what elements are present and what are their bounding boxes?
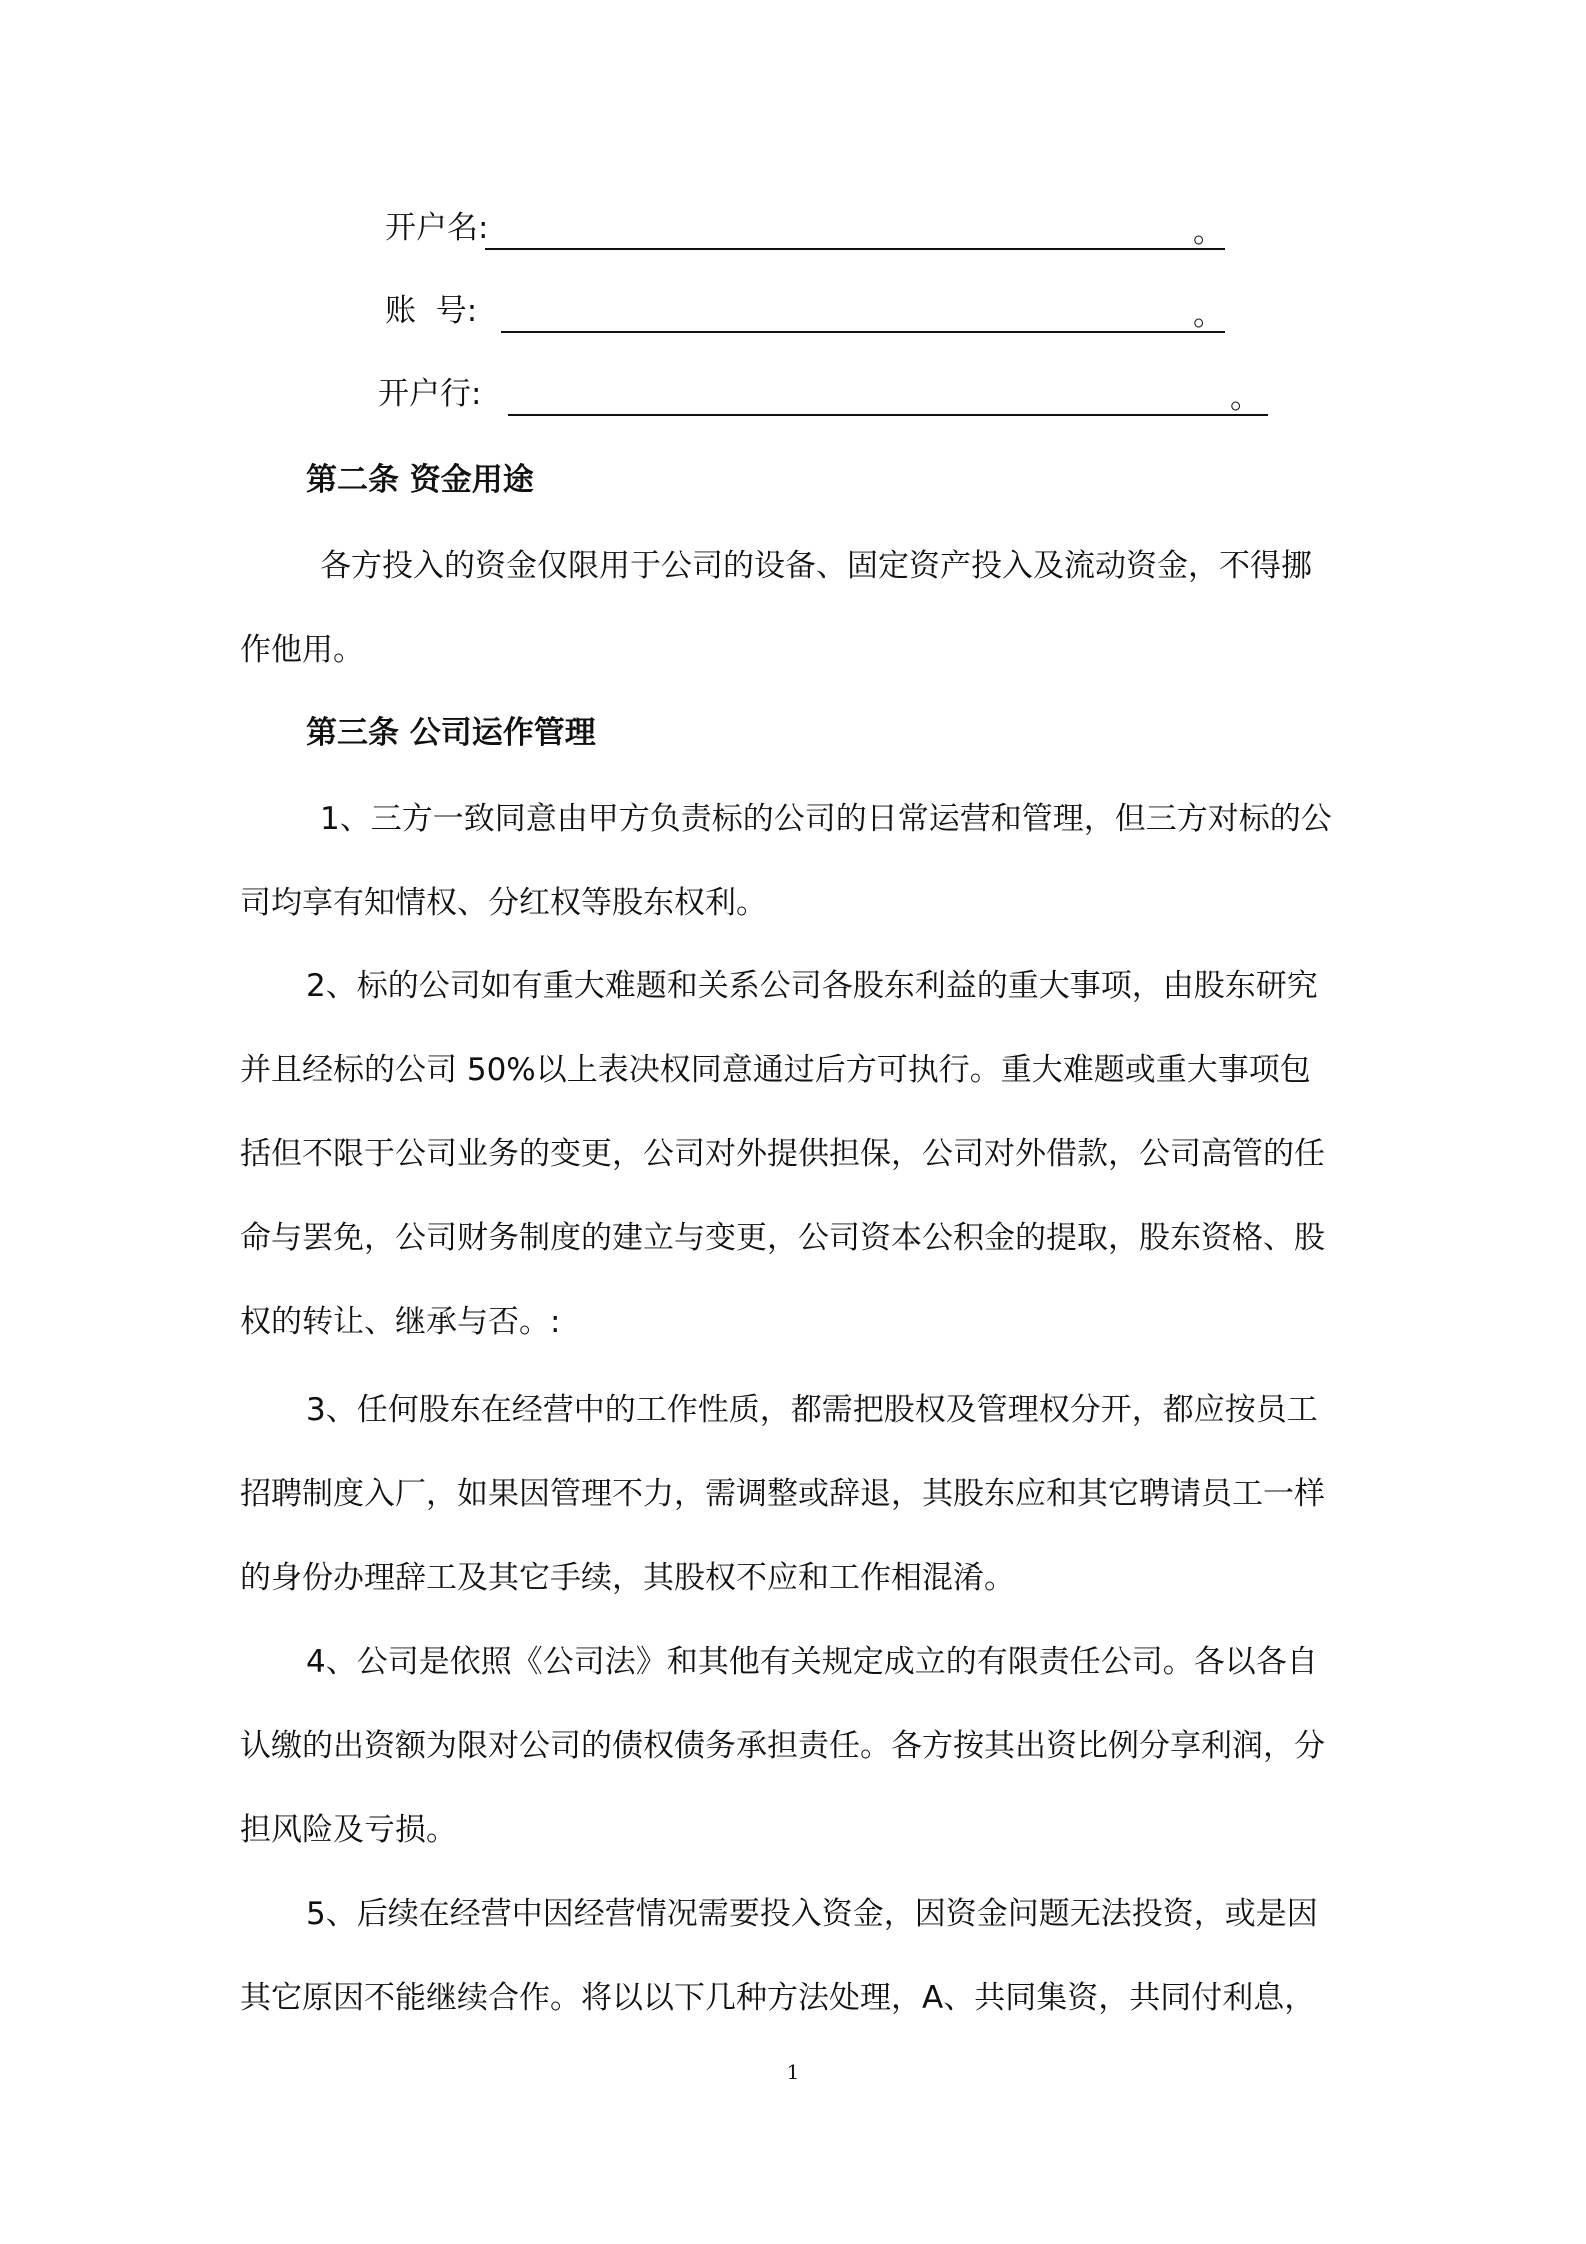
article-2-heading: 第二条 资金用途 — [306, 462, 534, 498]
account-number-field — [385, 291, 1225, 341]
paragraph-line: 3、任何股东在经营中的工作性质，都需把股权及管理权分开，都应按员工 — [306, 1392, 1318, 1428]
article-2-paragraph — [240, 524, 1355, 692]
paragraph-line: 的身份办理辞工及其它手续，其股权不应和工作相混淆。 — [240, 1560, 1015, 1596]
paragraph-line: 括但不限于公司业务的变更，公司对外提供担保，公司对外借款，公司高管的任 — [240, 1136, 1325, 1172]
account-number-period: 。 — [1193, 297, 1224, 333]
paragraph-line: 权的转让、继承与否。: — [240, 1304, 561, 1340]
paragraph-line: 担风险及亏损。 — [240, 1812, 457, 1848]
bank-label: 开户行: — [378, 376, 482, 412]
article-3-item-3 — [240, 1368, 1355, 1620]
article-3-item-2 — [240, 944, 1355, 1364]
article-3-heading: 第三条 公司运作管理 — [306, 715, 596, 751]
paragraph-line: 司均享有知情权、分红权等股东权利。 — [240, 885, 767, 921]
account-number-blank — [501, 331, 1225, 333]
paragraph-line: 认缴的出资额为限对公司的债权债务承担责任。各方按其出资比例分享利润，分 — [240, 1728, 1325, 1764]
bank-field — [378, 374, 1268, 424]
paragraph-line: 5、后续在经营中因经营情况需要投入资金，因资金问题无法投资，或是因 — [306, 1896, 1318, 1932]
account-name-blank — [485, 248, 1225, 250]
paragraph-line: 并且经标的公司 50%以上表决权同意通过后方可执行。重大难题或重大事项包 — [240, 1052, 1311, 1088]
paragraph-line: 各方投入的资金仅限用于公司的设备、固定资产投入及流动资金，不得挪 — [320, 548, 1312, 584]
paragraph-line: 2、标的公司如有重大难题和关系公司各股东利益的重大事项，由股东研究 — [306, 968, 1318, 1004]
paragraph-line: 1、三方一致同意由甲方负责标的公司的日常运营和管理，但三方对标的公 — [320, 801, 1332, 837]
account-name-field — [385, 208, 1225, 258]
page-number: 1 — [786, 2060, 800, 2084]
paragraph-line: 招聘制度入厂，如果因管理不力，需调整或辞退，其股东应和其它聘请员工一样 — [240, 1476, 1325, 1512]
paragraph-line: 4、公司是依照《公司法》和其他有关规定成立的有限责任公司。各以各自 — [306, 1644, 1318, 1680]
article-3-item-1 — [240, 777, 1355, 945]
account-name-label: 开户名: — [385, 210, 489, 246]
account-name-period: 。 — [1193, 214, 1224, 250]
bank-period: 。 — [1230, 380, 1261, 416]
bank-blank — [508, 414, 1268, 416]
paragraph-line: 命与罢免，公司财务制度的建立与变更，公司资本公积金的提取，股东资格、股 — [240, 1220, 1325, 1256]
article-3-item-5 — [240, 1872, 1355, 2040]
paragraph-line: 作他用。 — [240, 632, 364, 668]
article-3-item-4 — [240, 1620, 1355, 1872]
account-number-label: 账 号: — [385, 293, 478, 329]
paragraph-line: 其它原因不能继续合作。将以以下几种方法处理，A、共同集资，共同付利息， — [240, 1980, 1316, 2016]
